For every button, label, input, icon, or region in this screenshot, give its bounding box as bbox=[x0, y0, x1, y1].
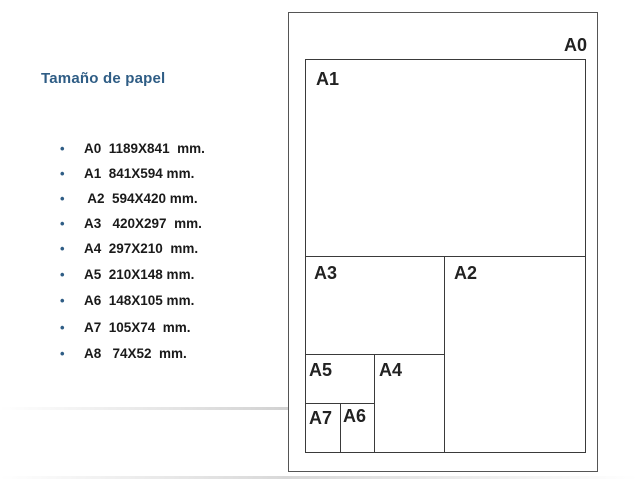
paper-size-diagram bbox=[288, 12, 598, 472]
bullet-icon: • bbox=[60, 346, 65, 361]
sheet-a2 bbox=[444, 256, 586, 453]
sheet-a3 bbox=[305, 256, 445, 355]
list-item bbox=[60, 216, 202, 236]
list-item-label: A1 841X594 mm. bbox=[84, 166, 195, 181]
list-item-label: A5 210X148 mm. bbox=[84, 267, 195, 282]
list-item-label: A4 297X210 mm. bbox=[84, 241, 199, 256]
sheet-a5 bbox=[305, 354, 375, 404]
bullet-icon: • bbox=[60, 320, 65, 335]
list-item-label: A6 148X105 mm. bbox=[84, 293, 195, 308]
list-item bbox=[60, 346, 187, 366]
list-item bbox=[60, 267, 195, 287]
bullet-icon: • bbox=[60, 191, 65, 206]
sheet-a4 bbox=[374, 354, 445, 453]
bullet-icon: • bbox=[60, 241, 65, 256]
sheet-label-a5: A5 bbox=[309, 360, 333, 380]
sheet-label-a2: A2 bbox=[454, 263, 478, 283]
list-item-label: A2 594X420 mm. bbox=[84, 191, 198, 206]
list-item-label: A7 105X74 mm. bbox=[84, 320, 191, 335]
bullet-icon: • bbox=[60, 293, 65, 308]
sheet-label-a0: A0 bbox=[564, 35, 588, 55]
list-item bbox=[60, 166, 195, 186]
page-title: Tamaño de papel bbox=[41, 70, 166, 87]
sheet-label-a1: A1 bbox=[316, 69, 340, 89]
bullet-icon: • bbox=[60, 267, 65, 282]
sheet-a6 bbox=[340, 403, 375, 453]
divider bbox=[0, 407, 300, 410]
list-item bbox=[60, 141, 205, 161]
list-item-label: A8 74X52 mm. bbox=[84, 346, 187, 361]
bullet-icon: • bbox=[60, 216, 65, 231]
list-item bbox=[60, 191, 198, 211]
bullet-icon: • bbox=[60, 166, 65, 181]
sheet-label-a7: A7 bbox=[309, 408, 333, 428]
list-item-label: A0 1189X841 mm. bbox=[84, 141, 205, 156]
sheet-a7 bbox=[305, 403, 341, 453]
list-item bbox=[60, 241, 199, 261]
sheet-label-a3: A3 bbox=[314, 263, 338, 283]
list-item-label: A3 420X297 mm. bbox=[84, 216, 202, 231]
bullet-icon: • bbox=[60, 141, 65, 156]
sheet-a1 bbox=[305, 59, 586, 257]
list-item bbox=[60, 293, 195, 313]
sheet-label-a6: A6 bbox=[343, 406, 367, 426]
list-item bbox=[60, 320, 191, 340]
sheet-label-a4: A4 bbox=[379, 360, 403, 380]
